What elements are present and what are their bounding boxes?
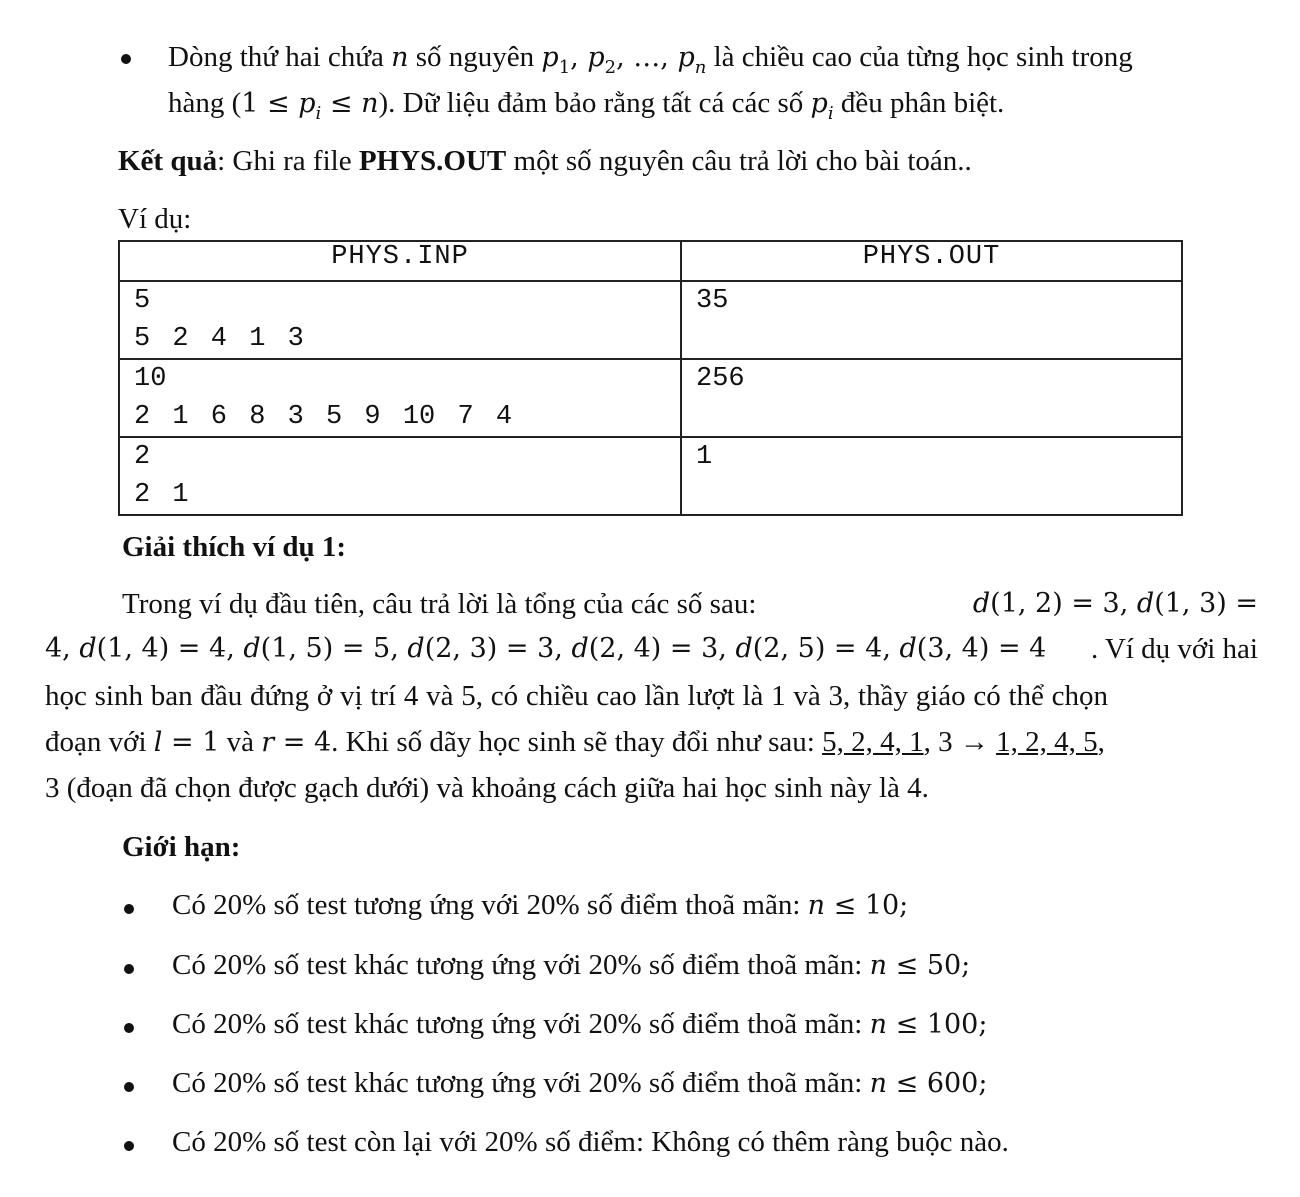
output-cell: 256 xyxy=(681,359,1182,437)
explanation-line-3 xyxy=(45,677,1108,715)
limit-condition: ≤ 10; xyxy=(833,890,909,921)
intro-text: Dòng thứ hai chứa xyxy=(168,41,392,73)
limit-condition: ≤ 50; xyxy=(895,950,971,981)
output-cell: 35 xyxy=(681,281,1182,359)
input-line: 10 xyxy=(134,364,167,394)
intro-text: hàng ( xyxy=(168,87,242,119)
table-header-input: PHYS.INP xyxy=(119,241,681,281)
bullet-icon xyxy=(124,1082,134,1092)
output-cell: 1 xyxy=(681,437,1182,515)
limits-heading xyxy=(122,828,240,866)
limit-text: Có 20% số test khác tương ứng với 20% số điểm thoã mãn: xyxy=(172,1008,870,1040)
limits-heading-text: Giới hạn: xyxy=(122,831,241,863)
result-file: PHYS.OUT xyxy=(358,145,507,177)
explanation-line-2: 4, d(1, 4) = 4, d(1, 5) = 5, d(2, 3) = 3, d(2, 4) = 3, d(2, 5) = 4, d(3, 4) = 4 . Ví dụ với hai xyxy=(45,630,1258,668)
table-row xyxy=(119,359,1182,437)
table-header-row xyxy=(119,241,1182,281)
intro-text: ). Dữ liệu đảm bảo rằng tất cá các số xyxy=(378,87,811,119)
intro-line-2: hàng $(1 \le p_i \le n)$. Dữ liệu đảm bảo rằng tất cá các số $p_i$ đều phân biệt. xyxy=(168,87,1005,124)
sequence-after: 1, 2, 4, 5 xyxy=(996,726,1098,758)
bullet-icon xyxy=(124,904,134,914)
explanation-text: . Khi số dãy học sinh sẽ thay đổi như sau: xyxy=(331,726,823,758)
limit-text: Có 20% số test còn lại với 20% số điểm: Không có thêm ràng buộc nào. xyxy=(172,1126,1009,1158)
input-line: 2 xyxy=(134,442,151,472)
explanation-text: Trong ví dụ đầu tiên, câu trả lời là tổng của các số sau: xyxy=(122,588,757,620)
limit-text: Có 20% số test tương ứng với 20% số điểm thoã mãn: xyxy=(172,889,808,921)
limit-condition: ≤ 100; xyxy=(895,1009,988,1040)
limit-condition: ≤ 600; xyxy=(895,1068,988,1099)
limit-text: Có 20% số test khác tương ứng với 20% số điểm thoã mãn: xyxy=(172,949,870,981)
input-line: 2 1 6 8 3 5 9 10 7 4 xyxy=(134,402,513,432)
limit-item: Có 20% số test khác tương ứng với 20% số điểm thoã mãn: n ≤ 600; xyxy=(172,1067,988,1099)
table-row xyxy=(119,437,1182,515)
result-line xyxy=(118,142,972,180)
explanation-text: và xyxy=(219,726,262,758)
explanation-text: , xyxy=(1097,726,1105,758)
input-line: 2 1 xyxy=(134,480,189,510)
explanation-line-5 xyxy=(45,769,929,807)
explanation-line-4: đoạn với l = 1 và r = 4. Khi số dãy học sinh sẽ thay đổi như sau: 5, 2, 4, 1, 3 → 1, 2, 4, 5, xyxy=(45,726,1105,758)
intro-text: đều phân biệt. xyxy=(833,87,1005,119)
limit-text: Có 20% số test khác tương ứng với 20% số điểm thoã mãn: xyxy=(172,1067,870,1099)
bullet-icon xyxy=(124,1023,134,1033)
result-text: : Ghi ra file xyxy=(217,145,359,177)
explanation-text: . Ví dụ với hai xyxy=(1090,633,1258,665)
bullet-icon xyxy=(124,964,134,974)
bullet-icon xyxy=(121,54,131,64)
explanation-text: học sinh ban đầu đứng ở vị trí 4 và 5, có chiều cao lần lượt là 1 và 3, thầy giáo có thể chọn xyxy=(45,680,1109,712)
table-header-output: PHYS.OUT xyxy=(681,241,1182,281)
example-label: Ví dụ: xyxy=(118,203,192,235)
result-label: Kết quả xyxy=(118,145,218,177)
intro-text: là chiều cao của từng học sinh trong xyxy=(706,41,1133,73)
explanation-line-1: Trong ví dụ đầu tiên, câu trả lời là tổng của các số sau: d(1, 2) = 3, d(1, 3) = xyxy=(122,585,1258,623)
input-line: 5 xyxy=(134,286,151,316)
input-cell xyxy=(119,281,681,359)
explanation-text: 3 (đoạn đã chọn được gạch dưới) và khoảng cách giữa hai học sinh này là 4. xyxy=(45,772,929,804)
input-line: 5 2 4 1 3 xyxy=(134,324,304,354)
example-table xyxy=(118,240,1183,516)
explanation-text: , 3 → xyxy=(923,726,997,758)
intro-line-1: Dòng thứ hai chứa n số nguyên $p_1$, $p_2$, …, $p_n$ là chiều cao của từng học sinh trong xyxy=(168,41,1133,78)
table-row xyxy=(119,281,1182,359)
input-cell xyxy=(119,437,681,515)
explanation-heading xyxy=(122,528,346,566)
result-text: một số nguyên câu trả lời cho bài toán.. xyxy=(506,145,972,177)
limit-item: Có 20% số test tương ứng với 20% số điểm thoã mãn: n ≤ 10; xyxy=(172,889,909,921)
limit-item xyxy=(172,1123,1009,1161)
sequence-before: 5, 2, 4, 1 xyxy=(822,726,924,758)
limit-item: Có 20% số test khác tương ứng với 20% số điểm thoã mãn: n ≤ 100; xyxy=(172,1008,988,1040)
intro-text: số nguyên xyxy=(408,41,542,73)
bullet-icon xyxy=(124,1141,134,1151)
input-cell xyxy=(119,359,681,437)
explanation-text: đoạn với xyxy=(45,726,154,758)
explanation-heading-text: Giải thích ví dụ 1: xyxy=(122,531,346,563)
limit-item: Có 20% số test khác tương ứng với 20% số điểm thoã mãn: n ≤ 50; xyxy=(172,949,971,981)
